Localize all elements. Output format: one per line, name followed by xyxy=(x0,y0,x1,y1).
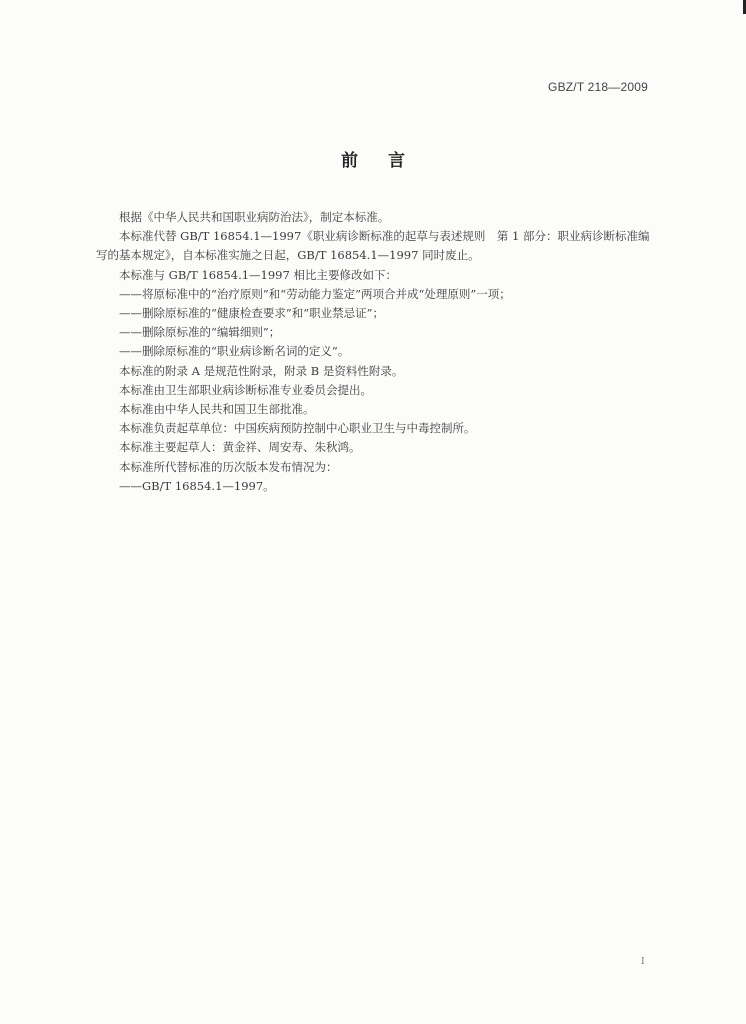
list-item: ——将原标准中的“治疗原则”和“劳动能力鉴定”两项合并成“处理原则”一项； xyxy=(119,286,511,301)
page-title: 前言 xyxy=(341,151,435,171)
list-item: ——删除原标准的“编辑细则”； xyxy=(119,325,281,340)
paragraph: 本标准负责起草单位：中国疾病预防控制中心职业卫生与中毒控制所。 xyxy=(119,421,476,436)
paragraph: 本标准主要起草人：黄金祥、周安寿、朱秋鸿。 xyxy=(119,440,361,455)
paragraph: 本标准所代替标准的历次版本发布情况为： xyxy=(119,459,338,474)
list-item: ——GB/T 16854.1—1997。 xyxy=(119,478,275,493)
paragraph: 本标准与 GB/T 16854.1—1997 相比主要修改如下： xyxy=(119,267,397,282)
paragraph: 本标准由卫生部职业病诊断标准专业委员会提出。 xyxy=(119,382,372,397)
list-item: ——删除原标准的“健康检查要求”和“职业禁忌证”； xyxy=(119,306,385,321)
paragraph: 本标准由中华人民共和国卫生部批准。 xyxy=(119,402,315,417)
list-item: ——删除原标准的“职业病诊断名词的定义”。 xyxy=(119,344,350,359)
paragraph: 本标准的附录 A 是规范性附录，附录 B 是资料性附录。 xyxy=(119,363,404,378)
page-number: I xyxy=(641,957,645,967)
foreword-body xyxy=(96,208,656,496)
document-code: GBZ/T 218—2009 xyxy=(548,80,648,94)
paragraph: 本标准代替 GB/T 16854.1—1997《职业病诊断标准的起草与表述规则 第 1 部分：职业病诊断标准编写的基本规定》，自本标准实施之日起，GB/T 16854.1—1997 同时废止。 xyxy=(96,229,650,263)
paragraph: 根据《中华人民共和国职业病防治法》，制定本标准。 xyxy=(119,210,390,224)
